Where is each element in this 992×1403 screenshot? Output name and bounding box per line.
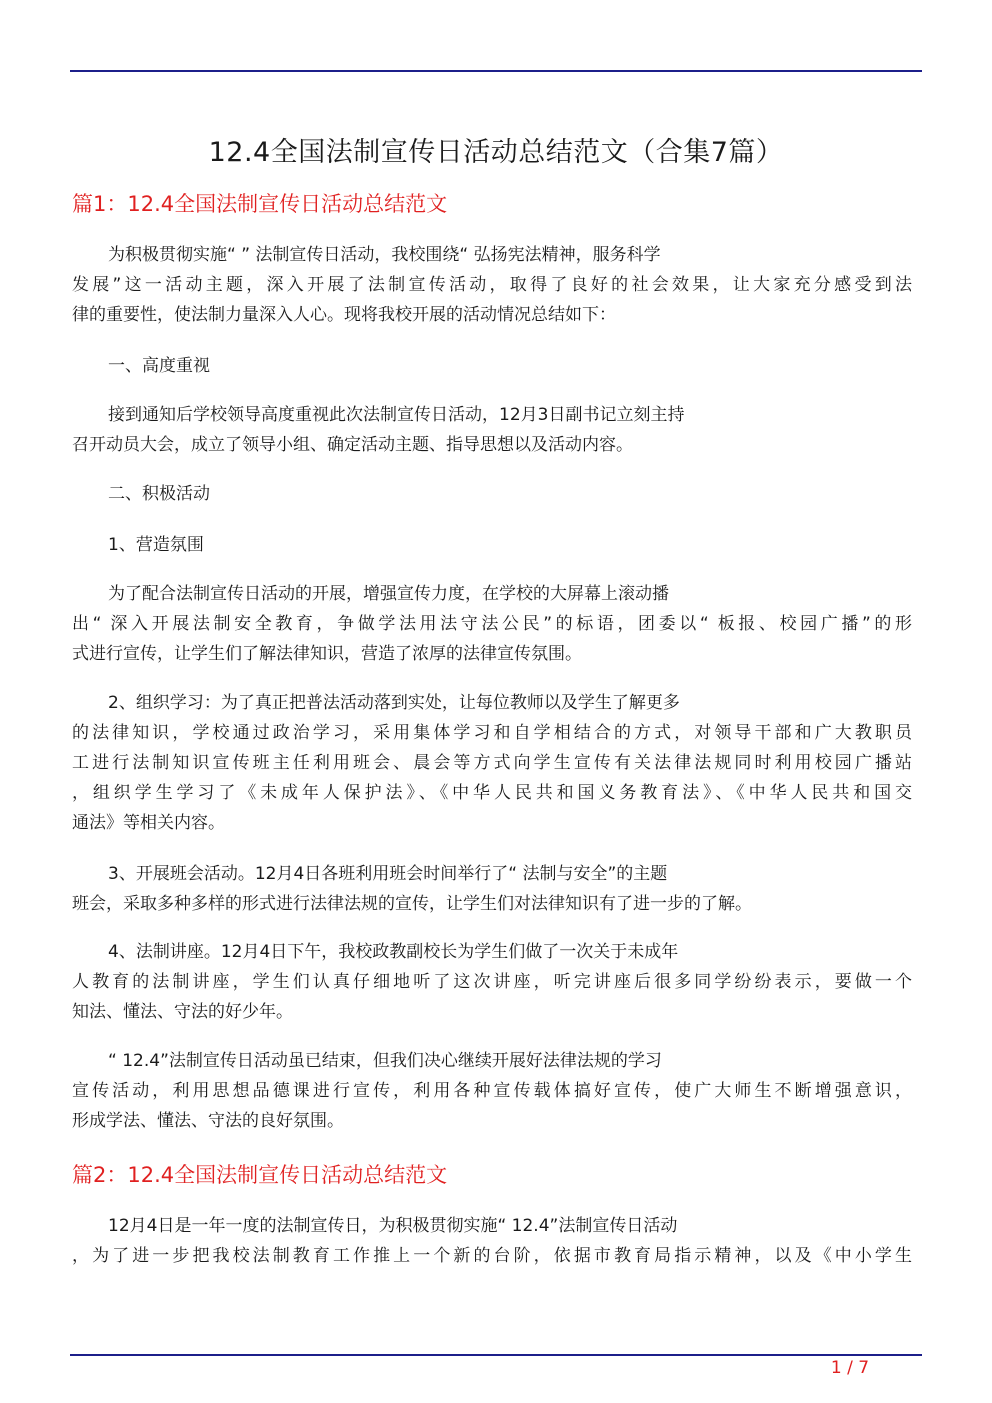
- paragraph-line: 形成学法、懂法、守法的良好氛围。: [72, 1111, 344, 1131]
- paragraph-line: 一、高度重视: [108, 356, 210, 376]
- paragraph: [72, 579, 912, 669]
- paragraph: [72, 1211, 912, 1271]
- footer-rule: [70, 1354, 922, 1356]
- paragraph: [72, 400, 912, 460]
- paragraph-line: 的法律知识，学校通过政治学习，采用集体学习和自学相结合的方式，对领导干部和广大教职员: [72, 723, 912, 743]
- paragraph-line: 为了配合法制宣传日活动的开展，增强宣传力度，在学校的大屏幕上滚动播: [108, 584, 669, 604]
- paragraph-line: 通法》等相关内容。: [72, 813, 225, 833]
- paragraph-line: ，组织学生学习了《未成年人保护法》、《中华人民共和国义务教育法》、《中华人民共和国交: [72, 783, 912, 803]
- paragraph-line: 式进行宣传，让学生们了解法律知识，营造了浓厚的法律宣传氛围。: [72, 644, 582, 664]
- paragraph-line: 1、营造氛围: [108, 535, 204, 555]
- paragraph-line: 出“ 深入开展法制安全教育，争做学法用法守法公民”的标语，团委以“ 板报、校园广播”的形: [72, 614, 912, 634]
- paragraph-line: 宣传活动，利用思想品德课进行宣传，利用各种宣传载体搞好宣传，使广大师生不断增强意识，: [72, 1081, 912, 1101]
- subheading: [72, 351, 912, 381]
- paragraph-line: 人教育的法制讲座，学生们认真仔细地听了这次讲座，听完讲座后很多同学纷纷表示，要做一个: [72, 972, 912, 992]
- paragraph-line: 12月4日是一年一度的法制宣传日，为积极贯彻实施“ 12.4”法制宣传日活动: [108, 1216, 678, 1236]
- paragraph-line: 为积极贯彻实施“ ” 法制宣传日活动，我校围绕“ 弘扬宪法精神，服务科学: [108, 245, 661, 265]
- section-2-heading: 篇2：12.4全国法制宣传日活动总结范文: [72, 1163, 448, 1187]
- paragraph-line: 4、法制讲座。12月4日下午，我校政教副校长为学生们做了一次关于未成年: [108, 942, 679, 962]
- paragraph-line: 知法、懂法、守法的好少年。: [72, 1002, 293, 1022]
- paragraph-line: 工进行法制知识宣传班主任利用班会、晨会等方式向学生宣传有关法律法规同时利用校园广播站: [72, 753, 912, 773]
- paragraph-line: 召开动员大会，成立了领导小组、确定活动主题、指导思想以及活动内容。: [72, 435, 633, 455]
- paragraph-line: 律的重要性，使法制力量深入人心。现将我校开展的活动情况总结如下：: [72, 305, 616, 325]
- paragraph-line: 二、积极活动: [108, 484, 210, 504]
- header-rule: [70, 70, 922, 72]
- paragraph-line: 班会，采取多种多样的形式进行法律法规的宣传，让学生们对法律知识有了进一步的了解。: [72, 894, 752, 914]
- paragraph-line: 发展”这一活动主题，深入开展了法制宣传活动，取得了良好的社会效果，让大家充分感受到法: [72, 275, 912, 295]
- paragraph-line: ，为了进一步把我校法制教育工作推上一个新的台阶，依据市教育局指示精神，以及《中小学生: [72, 1246, 912, 1266]
- paragraph-line: 3、开展班会活动。12月4日各班利用班会时间举行了“ 法制与安全”的主题: [108, 864, 668, 884]
- paragraph-line: “ 12.4”法制宣传日活动虽已结束，但我们决心继续开展好法律法规的学习: [108, 1051, 662, 1071]
- subheading: [72, 479, 912, 509]
- paragraph: [72, 1046, 912, 1136]
- paragraph: [72, 240, 912, 330]
- page-number: 1 / 7: [830, 1358, 870, 1378]
- paragraph: [72, 688, 912, 838]
- paragraph-line: 接到通知后学校领导高度重视此次法制宣传日活动，12月3日副书记立刻主持: [108, 405, 685, 425]
- paragraph-line: 2、组织学习：为了真正把普法活动落到实处，让每位教师以及学生了解更多: [108, 693, 680, 713]
- paragraph: [72, 859, 912, 919]
- paragraph: [72, 937, 912, 1027]
- document-title: 12.4全国法制宣传日活动总结范文（合集7篇）: [208, 137, 784, 168]
- subheading: [72, 530, 912, 560]
- section-1-heading: 篇1：12.4全国法制宣传日活动总结范文: [72, 192, 448, 216]
